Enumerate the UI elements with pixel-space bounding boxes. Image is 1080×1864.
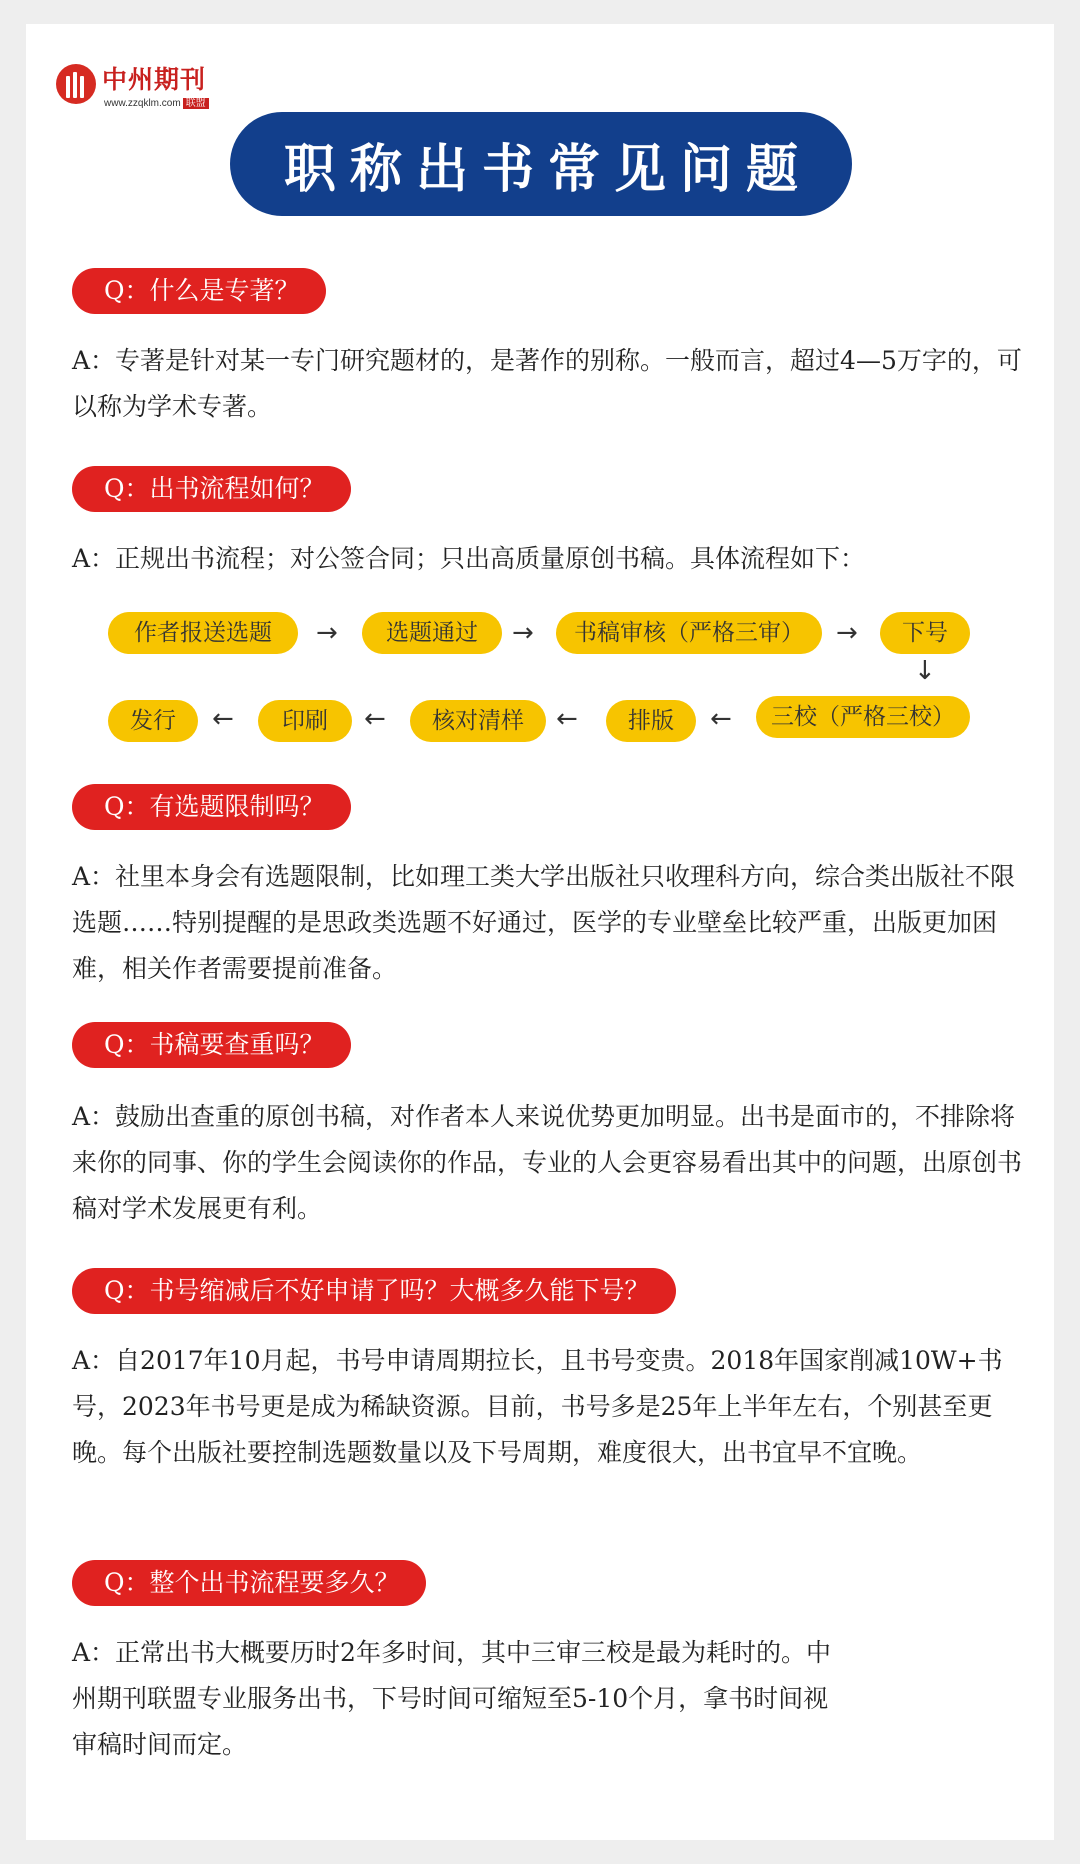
flow-arrow-right-icon: → xyxy=(836,618,858,648)
answer-5: A：自2017年10月起，书号申请周期拉长，且书号变贵。2018年国家削减10W+书号，2023年书号更是成为稀缺资源。目前，书号多是25年上半年左右，个别甚至更晚。每个出版社要控制选题数量以及下号周期，难度很大，出书宜早不宜晚。 xyxy=(72,1346,1003,1467)
answer-2: A：正规出书流程；对公签合同；只出高质量原创书稿。具体流程如下： xyxy=(72,544,866,573)
question-5: Q：书号缩减后不好申请了吗？大概多久能下号？ xyxy=(72,1268,676,1314)
flow-arrow-right-icon: → xyxy=(512,618,534,648)
flow-arrow-left-icon: ← xyxy=(212,704,234,734)
answer-6: A：正常出书大概要历时2年多时间，其中三审三校是最为耗时的。中州期刊联盟专业服务出书，下号时间可缩短至5-10个月，拿书时间视审稿时间而定。 xyxy=(72,1638,831,1759)
flow-step-5: 三校（严格三校） xyxy=(756,696,970,738)
question-4: Q：书稿要查重吗？ xyxy=(72,1022,351,1068)
question-6: Q：整个出书流程要多久？ xyxy=(72,1560,426,1606)
flow-arrow-left-icon: ← xyxy=(364,704,386,734)
question-3: Q：有选题限制吗？ xyxy=(72,784,351,830)
flow-step-1: 作者报送选题 xyxy=(108,612,298,654)
flow-step-3: 书稿审核（严格三审） xyxy=(556,612,822,654)
logo-badge: 联盟 xyxy=(183,98,209,109)
flow-step-4: 下号 xyxy=(880,612,970,654)
logo-url: www.zzqklm.com 联盟 xyxy=(104,94,209,109)
flow-arrow-right-icon: → xyxy=(316,618,338,648)
logo-mark-icon xyxy=(56,64,96,104)
answer-4: A：鼓励出查重的原创书稿，对作者本人来说优势更加明显。出书是面市的，不排除将来你的同事、你的学生会阅读你的作品，专业的人会更容易看出其中的问题，出原创书稿对学术发展更有利。 xyxy=(72,1102,1023,1223)
flow-step-7: 核对清样 xyxy=(410,700,546,742)
flow-step-8: 印刷 xyxy=(258,700,352,742)
flow-arrow-down-icon: ↓ xyxy=(914,656,936,686)
flow-step-9: 发行 xyxy=(108,700,198,742)
logo-name: 中州期刊 xyxy=(102,65,207,94)
page-title: 职称出书常见问题 xyxy=(230,112,852,216)
question-2: Q：出书流程如何？ xyxy=(72,466,351,512)
flow-arrow-left-icon: ← xyxy=(556,704,578,734)
brand-logo xyxy=(56,58,226,108)
answer-3: A：社里本身会有选题限制，比如理工类大学出版社只收理科方向，综合类出版社不限选题……特别提醒的是思政类选题不好通过，医学的专业壁垒比较严重，出版更加困难，相关作者需要提前准备。 xyxy=(72,862,1016,983)
flow-step-2: 选题通过 xyxy=(362,612,502,654)
answer-1: A：专著是针对某一专门研究题材的，是著作的别称。一般而言，超过4—5万字的，可以称为学术专著。 xyxy=(72,346,1022,421)
flow-arrow-left-icon: ← xyxy=(710,704,732,734)
question-1: Q：什么是专著？ xyxy=(72,268,326,314)
flow-step-6: 排版 xyxy=(606,700,696,742)
